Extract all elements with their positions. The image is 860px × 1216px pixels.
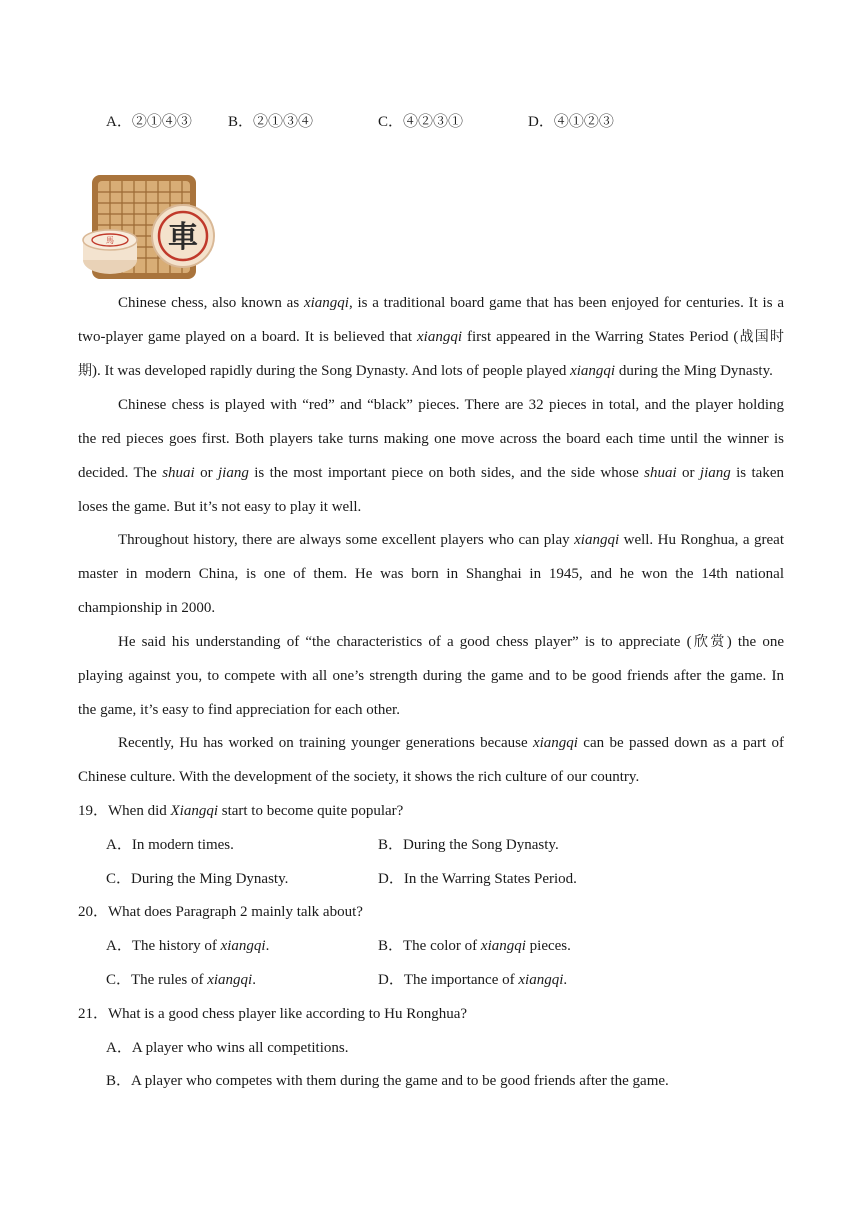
small-piece-label: 馬 (106, 236, 114, 245)
p3-line-1: Throughout history, there are always some excellent players who can play xiangqi well. Hu Ronghua, a great (118, 532, 784, 548)
p5-line-2: Chinese culture. With the development of the society, it shows the rich culture of our country. (78, 769, 640, 785)
p2-line-4: loses the game. But it’s not easy to play it well. (78, 499, 362, 515)
question-20-stem: 20．What does Paragraph 2 mainly talk about? (78, 904, 363, 920)
large-piece-glyph: 車 (168, 220, 198, 255)
prev-option-d: D．④①②③ (528, 114, 614, 130)
q20-option-a: A．The history of xiangqi. (106, 938, 270, 954)
prev-option-c: C．④②③① (378, 114, 464, 130)
p3-line-2: master in modern China, is one of them. He was born in Shanghai in 1945, and he won the 14th national (78, 566, 784, 582)
xiangqi-illustration (80, 172, 216, 282)
p1-line-2: two-player game played on a board. It is believed that xiangqi first appeared in the Warring States Period (战国时 (78, 329, 784, 345)
p3-line-3: championship in 2000. (78, 600, 216, 616)
q19-option-b: B．During the Song Dynasty. (378, 837, 559, 853)
q21-option-b: B．A player who competes with them during the game and to be good friends after the game. (106, 1073, 669, 1089)
question-21-stem: 21．What is a good chess player like according to Hu Ronghua? (78, 1006, 468, 1022)
large-piece-icon (152, 205, 214, 267)
p4-line-3: the game, it’s easy to find appreciation for each other. (78, 702, 400, 718)
p2-line-1: Chinese chess is played with “red” and “black” pieces. There are 32 pieces in total, and the player holding (118, 397, 784, 413)
q20-option-c: C．The rules of xiangqi. (106, 972, 256, 988)
chess-board-icon (80, 172, 216, 282)
p1-line-1: Chinese chess, also known as xiangqi, is a traditional board game that has been enjoyed for centuries. It is a (118, 295, 784, 311)
prev-option-b: B．②①③④ (228, 114, 314, 130)
p2-line-2: the red pieces goes first. Both players take turns making one move across the board each time until the winner is (78, 431, 784, 447)
q19-option-c: C．During the Ming Dynasty. (106, 871, 289, 887)
prev-option-a: A．②①④③ (106, 114, 192, 130)
p4-line-1: He said his understanding of “the characteristics of a good chess player” is to appreciate (欣赏) the one (118, 634, 784, 650)
q20-option-b: B．The color of xiangqi pieces. (378, 938, 571, 954)
q19-option-a: A．In modern times. (106, 837, 234, 853)
p2-line-3: decided. The shuai or jiang is the most important piece on both sides, and the side whose shuai or jiang is taken (78, 465, 784, 481)
q20-option-d: D．The importance of xiangqi. (378, 972, 568, 988)
question-19-stem: 19．When did Xiangqi start to become quite popular? (78, 803, 404, 819)
q19-option-d: D．In the Warring States Period. (378, 871, 577, 887)
p5-line-1: Recently, Hu has worked on training younger generations because xiangqi can be passed down as a part of (118, 735, 784, 751)
q21-option-a: A．A player who wins all competitions. (106, 1040, 349, 1056)
p4-line-2: playing against you, to compete with all one’s strength during the game and to be good friends after the game. In (78, 668, 784, 684)
small-piece-icon (83, 230, 137, 274)
p1-line-3: 期). It was developed rapidly during the Song Dynasty. And lots of people played xiangqi during the Ming Dynasty. (78, 363, 773, 379)
